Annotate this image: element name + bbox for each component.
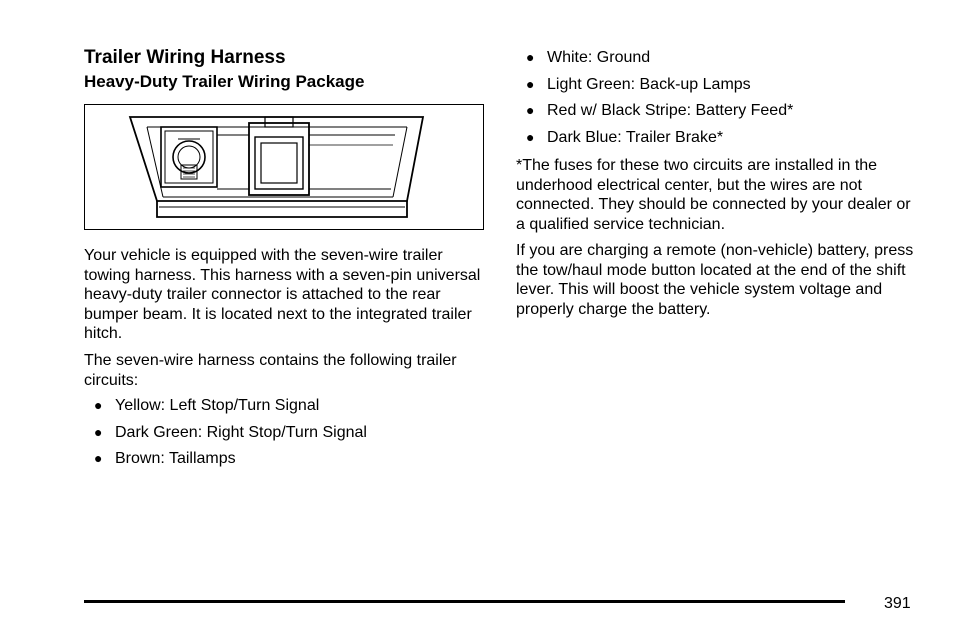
list-item: ● Light Green: Back-up Lamps	[526, 75, 751, 93]
bullet-icon: ●	[94, 423, 103, 440]
bullet-icon: ●	[94, 450, 103, 466]
bullet-icon: ●	[94, 397, 103, 413]
trailer-connector-figure	[84, 104, 484, 230]
section-subheading: Heavy-Duty Trailer Wiring Package	[84, 72, 365, 91]
bullet-icon: ●	[526, 49, 535, 65]
left-paragraph-2: The seven-wire harness contains the following trailer circuits:	[84, 352, 457, 389]
right-circuit-list	[516, 48, 793, 154]
left-paragraph-1: Your vehicle is equipped with the seven-wire trailer towing harness. This harness with a seven-pin universal heavy-duty trailer connector is attached to the rear bumper beam. It is located next to the integrated trailer hitch.	[84, 247, 481, 342]
list-item: ● Dark Blue: Trailer Brake*	[526, 128, 724, 146]
bullet-icon: ●	[526, 102, 535, 118]
list-item: ● Dark Green: Right Stop/Turn Signal	[94, 423, 367, 441]
footer-rule	[84, 600, 845, 603]
page-number: 391	[884, 595, 911, 612]
right-paragraph-1: *The fuses for these two circuits are installed in the underhood electrical center, but the wires are not connected. They should be connected by your dealer or a qualified service technician.	[516, 157, 911, 233]
list-item: ● Yellow: Left Stop/Turn Signal	[94, 397, 320, 414]
section-heading: Trailer Wiring Harness	[84, 47, 286, 68]
list-item: ● White: Ground	[526, 49, 651, 66]
bullet-icon: ●	[526, 75, 535, 92]
bullet-icon: ●	[526, 128, 535, 145]
right-paragraph-2: If you are charging a remote (non-vehicle) battery, press the tow/haul mode button located at the end of the shift lever. This will boost the vehicle system voltage and properly charge the battery.	[516, 242, 914, 318]
list-item: ● Brown: Taillamps	[94, 450, 236, 467]
list-item: ● Red w/ Black Stripe: Battery Feed*	[526, 102, 794, 119]
left-circuit-list	[84, 396, 367, 476]
trailer-hitch-connector-illustration	[85, 105, 484, 230]
